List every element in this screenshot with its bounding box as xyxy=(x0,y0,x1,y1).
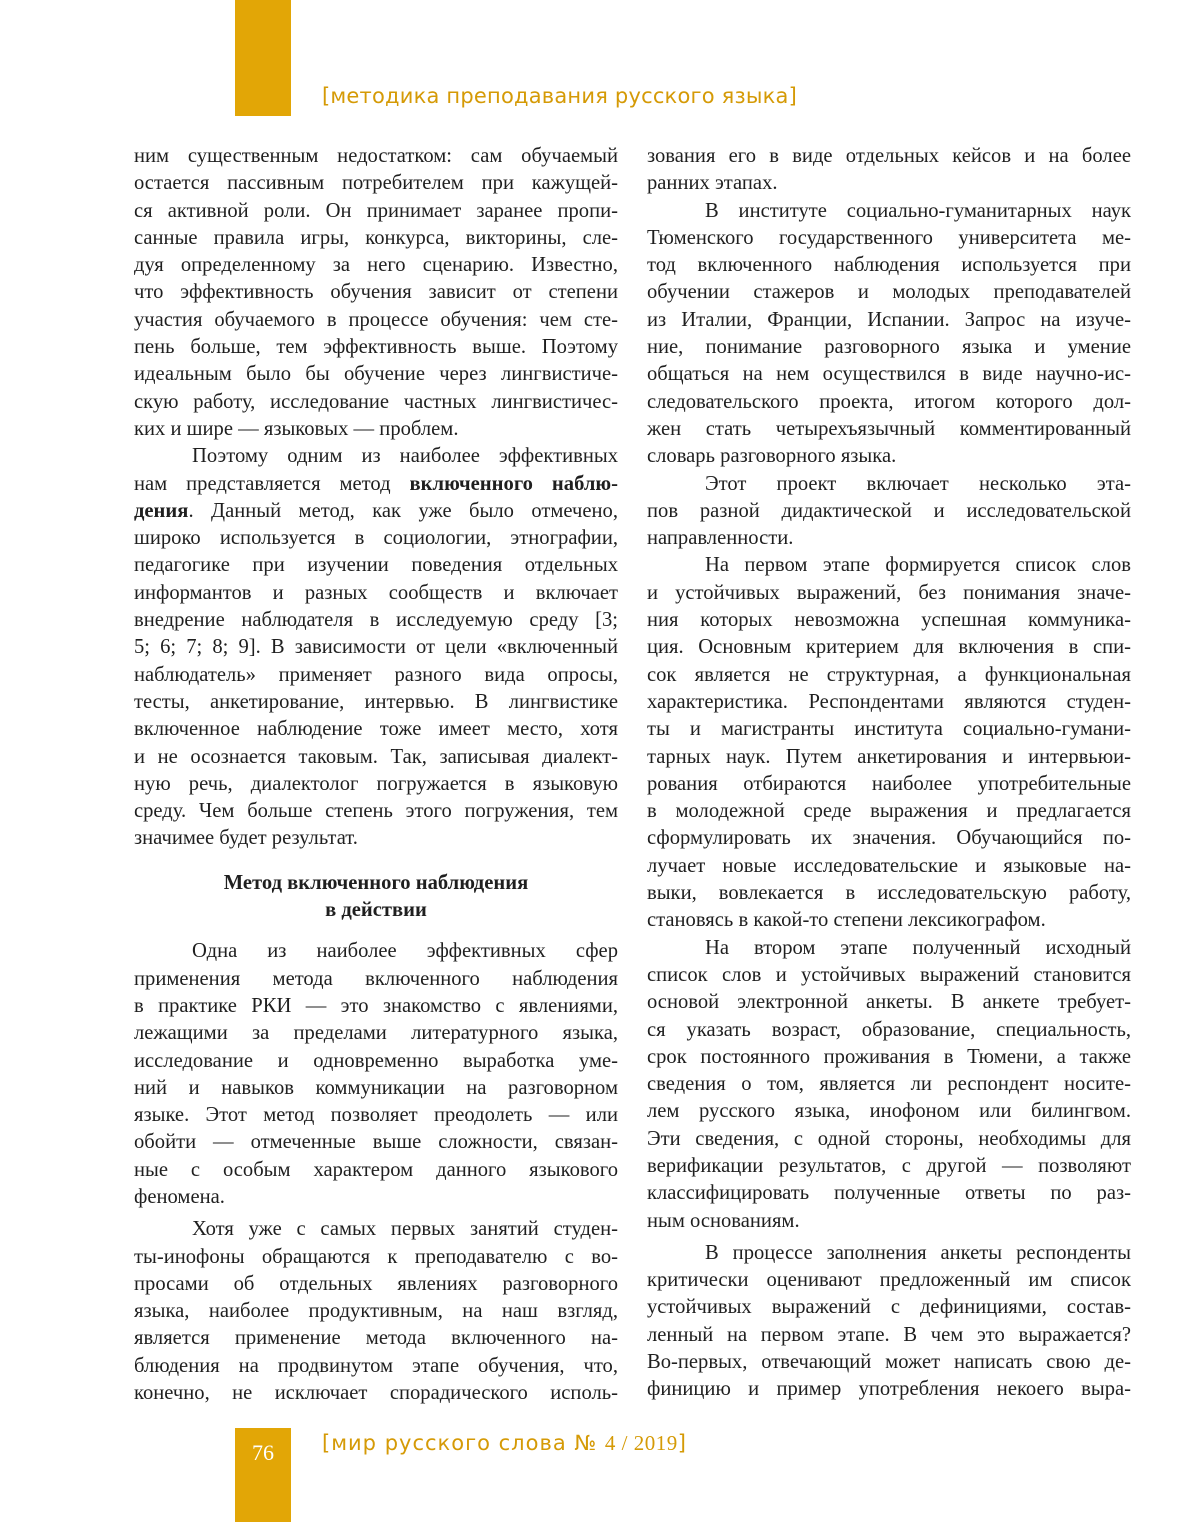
text-line: ние, понимание разговорного языка и умение xyxy=(647,336,1131,359)
text-line: значимее будет результат. xyxy=(134,827,358,850)
text-line: рования отбираются наиболее употребительные xyxy=(647,772,1131,795)
text-line: В институте социально-гуманитарных наук xyxy=(705,199,1131,222)
text-line: педагогике при изучении поведения отдельных xyxy=(134,554,618,577)
header-accent-bar xyxy=(235,0,291,116)
text-line: конечно, не исключает спорадического исполь- xyxy=(134,1382,618,1405)
text-line: и не осознается таковым. Так, записывая диалект- xyxy=(134,745,618,768)
text-line: является применение метода включенного на- xyxy=(134,1327,618,1350)
text-line: основой электронной анкеты. В анкете требует- xyxy=(647,991,1131,1014)
text-line: что эффективность обучения зависит от степени xyxy=(134,281,618,304)
text-line: устойчивых выражений с дефинициями, состав- xyxy=(647,1296,1131,1319)
left-paragraph-3 xyxy=(134,938,618,1211)
text-line: пов разной дидактической и исследовательской xyxy=(647,499,1131,522)
text-line: сформулировать их значения. Обучающийся по- xyxy=(647,827,1131,850)
text-line: в молодежной среде выражения и предлагается xyxy=(647,800,1131,823)
text-line: информантов и разных сообществ и включает xyxy=(134,581,618,604)
text-line: направленности. xyxy=(647,527,794,550)
text-line: общаться на нем осуществился в виде научно-ис- xyxy=(647,363,1131,386)
section-heading-line: в действии xyxy=(325,899,427,922)
text-line: тод включенного наблюдения используется при xyxy=(647,254,1131,277)
text-line: следовательского проекта, итогом которого дол- xyxy=(647,390,1131,413)
text-line: Тюменского государственного университета ме- xyxy=(647,226,1131,249)
text-line: обучении стажеров и молодых преподавателей xyxy=(647,281,1131,304)
text-line: ты-инофоны обращаются к преподавателю с во- xyxy=(134,1245,618,1268)
text-fragment: нам представляется метод xyxy=(134,472,410,495)
text-line: ция. Основным критерием для включения в спи- xyxy=(647,636,1131,659)
text-line: ранних этапах. xyxy=(647,172,778,195)
text-line: наблюдатель» применяет разного вида опросы, xyxy=(134,663,618,686)
text-line: и устойчивых выражений, без понимания значе- xyxy=(647,581,1131,604)
text-line: языка, наиболее продуктивным, на наш взгляд, xyxy=(134,1300,618,1323)
text-line: словарь разговорного языка. xyxy=(647,445,897,468)
text-line: список слов и устойчивых выражений становится xyxy=(647,963,1131,986)
text-line xyxy=(134,498,618,525)
text-line: широко используется в социологии, этнографии, xyxy=(134,527,618,550)
left-paragraph-4 xyxy=(134,1216,618,1407)
text-line: ся указать возраст, образование, специальность, xyxy=(647,1018,1131,1041)
right-column xyxy=(647,143,1131,1404)
section-heading xyxy=(134,870,618,925)
text-line: тарных наук. Путем анкетирования и интервьюи- xyxy=(647,745,1131,768)
footer-journal-title xyxy=(322,1431,687,1456)
journal-name: [мир русского слова № xyxy=(322,1431,605,1455)
term-bold: дения xyxy=(134,499,189,522)
text-line: зования его в виде отдельных кейсов и на более xyxy=(647,145,1131,167)
text-line: сок является не структурная, а функциональная xyxy=(647,663,1131,686)
text-line: ты и магистранты института социально-гумани- xyxy=(647,718,1131,741)
issue-number: 4 / 2019 xyxy=(604,1431,678,1455)
left-column xyxy=(134,143,618,1407)
text-line: В процессе заполнения анкеты респонденты xyxy=(705,1241,1131,1264)
left-paragraph-1 xyxy=(134,143,618,443)
text-line: Во-первых, отвечающий может написать свою де- xyxy=(647,1351,1131,1374)
text-line: применения метода включенного наблюдения xyxy=(134,967,618,990)
text-line xyxy=(134,471,618,498)
right-paragraph-1 xyxy=(647,143,1131,198)
text-line: в практике РКИ — это знакомство с явлениями, xyxy=(134,994,618,1017)
text-line: жен стать четырехъязычный комментированный xyxy=(647,417,1131,440)
text-line: среду. Чем больше степень этого погружения, тем xyxy=(134,800,618,823)
text-line: санные правила игры, конкурса, викторины, сле- xyxy=(134,226,618,249)
right-paragraph-6 xyxy=(647,1240,1131,1404)
text-line: Поэтому одним из наиболее эффективных xyxy=(192,445,618,468)
section-heading-line: Метод включенного наблюдения xyxy=(223,871,529,894)
text-line: становясь в какой-то степени лексикографом. xyxy=(647,909,1046,932)
text-line: включенное наблюдение тоже имеет место, хотя xyxy=(134,718,618,741)
text-line: лучает новые исследовательские и языковые на- xyxy=(647,854,1131,877)
text-line: исследование и одновременно выработка уме- xyxy=(134,1049,618,1072)
text-line: Этот проект включает несколько эта- xyxy=(705,472,1131,495)
text-line: 5; 6; 7; 8; 9]. В зависимости от цели «включенный xyxy=(134,636,618,659)
text-line: скую работу, исследование частных лингвистичес- xyxy=(134,390,618,413)
text-line: просами об отдельных явлениях разговорного xyxy=(134,1272,618,1295)
text-line: характеристика. Респондентами являются студен- xyxy=(647,690,1131,713)
text-line: внедрение наблюдателя в исследуемую среду [3; xyxy=(134,609,618,632)
text-line: выки, вовлекается в исследовательскую работу, xyxy=(647,882,1131,905)
text-line: тесты, анкетирование, интервью. В лингвистике xyxy=(134,690,618,713)
text-line: критически оценивают предложенный им список xyxy=(647,1269,1131,1292)
text-line: ную речь, диалектолог погружается в языковую xyxy=(134,772,618,795)
text-line: лем русского языка, инофоном или билингвом. xyxy=(647,1100,1131,1123)
left-paragraph-2 xyxy=(134,443,618,852)
text-line: языке. Этот метод позволяет преодолеть — или xyxy=(134,1104,618,1127)
text-line: ся активной роли. Он принимает заранее пропи- xyxy=(134,199,618,222)
text-line: срок постоянного проживания в Тюмени, а также xyxy=(647,1045,1131,1068)
text-line: участия обучаемого в процессе обучения: чем сте- xyxy=(134,308,618,331)
text-line: феномена. xyxy=(134,1185,225,1208)
text-line: верификации результатов, с другой — позволяют xyxy=(647,1154,1131,1177)
header-rubric: [методика преподавания русского языка] xyxy=(322,84,797,108)
text-line: сведения о том, является ли респондент носите- xyxy=(647,1073,1131,1096)
text-line: идеальным было бы обучение через лингвистиче- xyxy=(134,363,618,386)
term-bold: включенного наблю- xyxy=(409,472,619,495)
text-line: классифицировать полученные ответы по раз- xyxy=(647,1182,1131,1205)
right-paragraph-3 xyxy=(647,471,1131,553)
text-line: обойти — отмеченные выше сложности, связан- xyxy=(134,1131,618,1154)
text-line: из Италии, Франции, Испании. Запрос на изуче- xyxy=(647,308,1131,331)
text-line: блюдения на продвинутом этапе обучения, что, xyxy=(134,1354,618,1377)
text-line: ния которых невозможна успешная коммуника- xyxy=(647,609,1131,632)
text-line: финицию и пример употребления некоего выра- xyxy=(647,1378,1131,1401)
text-line: На первом этапе формируется список слов xyxy=(705,554,1131,577)
page-number: 76 xyxy=(252,1440,274,1465)
text-line: Хотя уже с самых первых занятий студен- xyxy=(192,1218,618,1241)
text-line: На втором этапе полученный исходный xyxy=(705,936,1131,959)
text-line: ным основаниям. xyxy=(647,1209,800,1232)
right-paragraph-2 xyxy=(647,198,1131,471)
text-line: ленный на первом этапе. В чем это выражается? xyxy=(647,1323,1131,1346)
right-paragraph-4 xyxy=(647,552,1131,934)
text-line: пень больше, тем эффективность выше. Поэтому xyxy=(134,336,618,359)
text-line: дуя определенному за него сценарию. Известно, xyxy=(134,254,618,277)
text-line: Одна из наиболее эффективных сфер xyxy=(192,940,618,963)
text-line: ний и навыков коммуникации на разговорном xyxy=(134,1076,618,1099)
text-line: ких и шире — языковых — проблем. xyxy=(134,417,459,440)
right-paragraph-5 xyxy=(647,935,1131,1235)
text-line: ные с особым характером данного языкового xyxy=(134,1158,618,1181)
journal-bracket: ] xyxy=(677,1431,687,1455)
text-line: лежащими за пределами литературного языка, xyxy=(134,1022,618,1045)
text-line: ним существенным недостатком: сам обучаемый xyxy=(134,145,618,167)
text-line: Эти сведения, с одной стороны, необходимы для xyxy=(647,1127,1131,1150)
text-fragment: . Данный метод, как уже было отмечено, xyxy=(188,499,618,522)
text-line: остается пассивным потребителем при кажущей- xyxy=(134,172,618,195)
